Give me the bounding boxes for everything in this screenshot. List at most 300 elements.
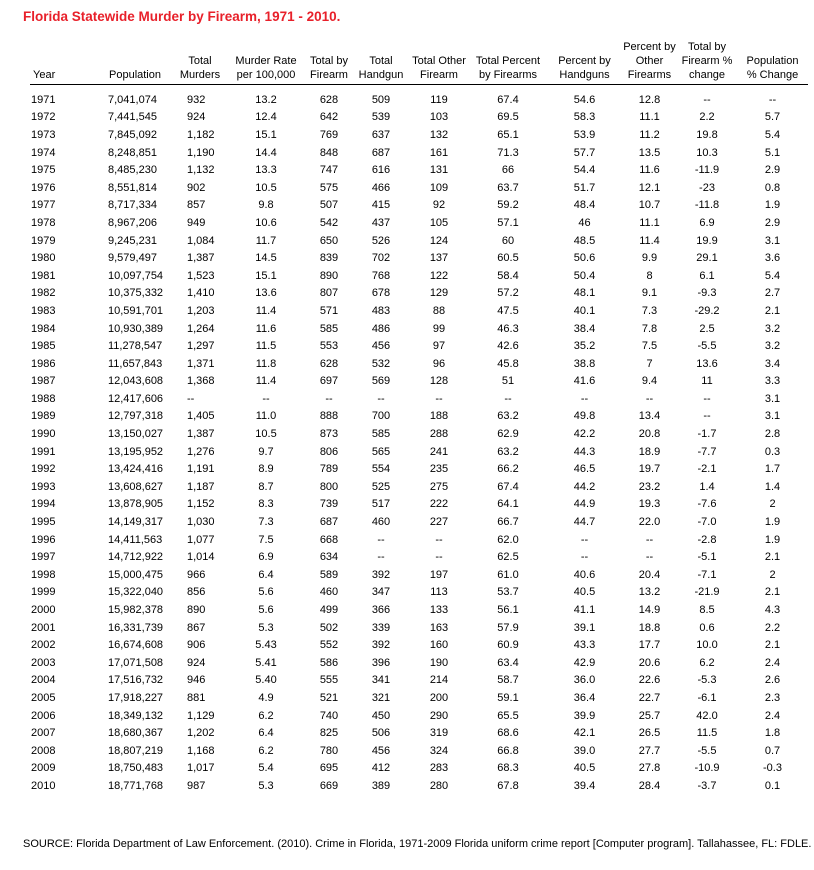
table-row <box>30 390 808 408</box>
cell-year: 2003 <box>31 656 56 669</box>
cell-year: 1972 <box>31 111 56 124</box>
cell-population-percent-change: 2 <box>769 568 776 581</box>
cell-population-percent-change: -0.3 <box>763 762 782 775</box>
cell-murder-rate: 11.5 <box>255 340 277 353</box>
cell-murder-rate: 15.1 <box>255 269 277 282</box>
cell-murder-rate: 5.40 <box>255 674 277 687</box>
cell-total-by-firearm: 634 <box>319 551 339 564</box>
cell-total-other-firearm: 96 <box>432 357 446 370</box>
table-row <box>30 144 808 162</box>
cell-percent-other-firearms: 8 <box>646 269 653 282</box>
cell-total-other-firearm: 163 <box>429 621 449 634</box>
cell-murder-rate: 11.7 <box>255 234 277 247</box>
cell-year: 1995 <box>31 516 56 529</box>
cell-year: 1994 <box>31 498 56 511</box>
cell-murder-rate: 9.8 <box>258 199 274 212</box>
cell-murder-rate: 6.9 <box>258 551 274 564</box>
cell-murder-rate: 11.6 <box>255 322 277 335</box>
cell-population: 7,441,545 <box>108 111 157 124</box>
cell-population: 8,248,851 <box>108 146 157 159</box>
cell-year: 1983 <box>31 304 56 317</box>
cell-total-handgun: 396 <box>371 656 391 669</box>
cell-total-handgun: 509 <box>371 93 391 106</box>
cell-percent-other-firearms: 27.7 <box>638 744 661 757</box>
cell-total-other-firearm: 188 <box>429 410 449 423</box>
cell-percent-by-firearms: 66 <box>501 164 515 177</box>
cell-total-murders: 946 <box>187 674 206 687</box>
cell-total-other-firearm: 109 <box>429 181 449 194</box>
cell-population-percent-change: 1.7 <box>764 463 781 476</box>
cell-total-by-firearm: 873 <box>319 428 339 441</box>
cell-murder-rate: 11.0 <box>255 410 277 423</box>
cell-total-by-firearm: 848 <box>319 146 339 159</box>
cell-population-percent-change: 5.4 <box>764 128 781 141</box>
table-row <box>30 478 808 496</box>
table-row <box>30 425 808 443</box>
cell-percent-other-firearms: 11.4 <box>639 234 660 247</box>
cell-total-handgun: 585 <box>371 428 391 441</box>
cell-population-percent-change: 1.9 <box>764 533 781 546</box>
cell-percent-other-firearms: 14.9 <box>638 604 661 617</box>
cell-percent-other-firearms: 7.5 <box>641 340 658 353</box>
cell-percent-by-firearms: 66.2 <box>497 463 519 476</box>
cell-total-murders: 1,387 <box>187 428 215 441</box>
cell-population: 18,750,483 <box>108 762 164 775</box>
table-row <box>30 408 808 426</box>
cell-total-handgun: 412 <box>371 762 391 775</box>
cell-total-murders: 1,077 <box>187 533 215 546</box>
cell-year: 2002 <box>31 639 56 652</box>
cell-year: 1991 <box>31 445 56 458</box>
cell-population: 9,579,497 <box>108 252 157 265</box>
cell-murder-rate: -- <box>262 392 270 405</box>
cell-percent-by-firearms: 61.0 <box>497 568 519 581</box>
cell-population: 17,918,227 <box>108 691 164 704</box>
cell-murder-rate: 5.3 <box>258 621 274 634</box>
cell-murder-rate: 13.6 <box>255 287 277 300</box>
cell-percent-by-firearms: 58.7 <box>497 674 519 687</box>
cell-firearm-percent-change: 2.5 <box>699 322 715 335</box>
cell-percent-by-firearms: -- <box>504 392 512 405</box>
cell-population: 16,674,608 <box>108 639 164 652</box>
cell-total-murders: 1,203 <box>187 304 215 317</box>
table-row <box>30 742 808 760</box>
cell-total-other-firearm: 275 <box>429 480 449 493</box>
cell-percent-handguns: 41.6 <box>573 375 596 388</box>
cell-firearm-percent-change: -- <box>703 93 711 106</box>
column-header-population-change: Population % Change <box>737 40 808 85</box>
cell-firearm-percent-change: -3.7 <box>697 779 717 792</box>
cell-population: 12,417,606 <box>108 392 164 405</box>
cell-total-by-firearm: 780 <box>319 744 339 757</box>
cell-population-percent-change: 0.1 <box>764 779 781 792</box>
cell-total-other-firearm: 129 <box>429 287 449 300</box>
cell-population-percent-change: 2.4 <box>764 656 781 669</box>
cell-year: 1999 <box>31 586 56 599</box>
cell-total-other-firearm: 222 <box>429 498 449 511</box>
cell-total-murders: 924 <box>187 656 206 669</box>
cell-year: 1986 <box>31 357 56 370</box>
cell-percent-other-firearms: 22.6 <box>638 674 661 687</box>
cell-percent-by-firearms: 60.9 <box>497 639 519 652</box>
cell-firearm-percent-change: -5.5 <box>697 744 717 757</box>
cell-percent-other-firearms: 17.7 <box>638 639 661 652</box>
cell-percent-other-firearms: 19.3 <box>638 498 661 511</box>
cell-firearm-percent-change: -1.7 <box>697 428 717 441</box>
cell-percent-handguns: 48.1 <box>573 287 596 300</box>
cell-total-murders: 1,132 <box>187 164 215 177</box>
cell-percent-by-firearms: 69.5 <box>497 111 519 124</box>
column-header-total-handgun: Total Handgun <box>353 40 409 85</box>
cell-total-other-firearm: 137 <box>429 252 449 265</box>
cell-firearm-percent-change: 6.1 <box>699 269 715 282</box>
table-row <box>30 584 808 602</box>
cell-percent-by-firearms: 51 <box>501 375 515 388</box>
cell-total-handgun: 460 <box>371 516 391 529</box>
cell-year: 2005 <box>31 691 56 704</box>
cell-firearm-percent-change: -9.3 <box>697 287 717 300</box>
cell-percent-handguns: 39.4 <box>573 779 596 792</box>
cell-total-murders: 1,368 <box>187 375 215 388</box>
cell-murder-rate: 5.43 <box>255 639 277 652</box>
cell-percent-by-firearms: 71.3 <box>497 146 519 159</box>
cell-year: 2009 <box>31 762 56 775</box>
cell-total-other-firearm: 161 <box>429 146 449 159</box>
cell-population: 15,000,475 <box>108 568 164 581</box>
cell-population: 14,712,922 <box>108 551 164 564</box>
cell-firearm-percent-change: -2.8 <box>697 533 717 546</box>
table-row <box>30 232 808 250</box>
cell-total-by-firearm: 502 <box>319 621 339 634</box>
cell-year: 1990 <box>31 428 56 441</box>
cell-total-murders: 1,014 <box>187 551 215 564</box>
cell-total-other-firearm: 132 <box>429 128 449 141</box>
cell-firearm-percent-change: -7.7 <box>697 445 717 458</box>
cell-total-murders: 1,084 <box>187 234 215 247</box>
table-row <box>30 548 808 566</box>
cell-firearm-percent-change: -7.1 <box>697 568 717 581</box>
cell-population-percent-change: 2.4 <box>764 709 781 722</box>
cell-total-murders: 1,371 <box>187 357 215 370</box>
cell-percent-handguns: 50.6 <box>573 252 596 265</box>
cell-total-handgun: 456 <box>371 340 391 353</box>
table-body <box>30 85 808 795</box>
cell-percent-by-firearms: 63.4 <box>497 656 519 669</box>
cell-population-percent-change: 3.4 <box>764 357 781 370</box>
cell-percent-by-firearms: 65.1 <box>497 128 519 141</box>
cell-total-by-firearm: 697 <box>319 375 339 388</box>
cell-total-by-firearm: 695 <box>319 762 339 775</box>
table-row <box>30 707 808 725</box>
cell-total-other-firearm: 133 <box>429 604 449 617</box>
cell-percent-handguns: -- <box>580 551 589 564</box>
cell-population: 10,930,389 <box>108 322 164 335</box>
cell-total-handgun: 347 <box>371 586 391 599</box>
cell-percent-by-firearms: 63.2 <box>497 410 519 423</box>
cell-year: 1998 <box>31 568 56 581</box>
cell-population-percent-change: 0.3 <box>764 445 781 458</box>
cell-percent-by-firearms: 56.1 <box>497 604 519 617</box>
cell-murder-rate: 14.5 <box>255 252 277 265</box>
table-row <box>30 531 808 549</box>
cell-percent-other-firearms: 25.7 <box>638 709 661 722</box>
cell-population: 15,982,378 <box>108 604 164 617</box>
cell-population: 13,424,416 <box>108 463 164 476</box>
cell-percent-by-firearms: 62.9 <box>497 428 519 441</box>
cell-percent-handguns: 40.1 <box>573 304 596 317</box>
cell-population: 18,771,768 <box>108 779 164 792</box>
cell-total-by-firearm: 789 <box>319 463 339 476</box>
cell-total-handgun: 526 <box>371 234 391 247</box>
cell-total-other-firearm: 319 <box>429 727 449 740</box>
cell-percent-handguns: -- <box>580 533 589 546</box>
cell-percent-by-firearms: 66.8 <box>497 744 519 757</box>
cell-total-murders: 1,202 <box>187 727 215 740</box>
cell-total-handgun: 702 <box>371 252 391 265</box>
cell-percent-other-firearms: 12.8 <box>638 93 661 106</box>
cell-population: 12,043,608 <box>108 375 164 388</box>
cell-total-handgun: 678 <box>371 287 391 300</box>
table-row <box>30 337 808 355</box>
cell-percent-other-firearms: 7.3 <box>641 304 658 317</box>
cell-total-handgun: 768 <box>371 269 391 282</box>
cell-population-percent-change: 3.6 <box>764 252 781 265</box>
cell-total-other-firearm: -- <box>435 392 443 405</box>
cell-murder-rate: 11.4 <box>255 375 277 388</box>
cell-total-other-firearm: 97 <box>432 340 446 353</box>
table-row <box>30 777 808 795</box>
cell-murder-rate: 10.5 <box>255 181 277 194</box>
cell-percent-handguns: 42.2 <box>573 428 596 441</box>
cell-percent-handguns: 54.4 <box>573 164 596 177</box>
cell-total-handgun: 466 <box>371 181 391 194</box>
cell-total-by-firearm: 839 <box>319 252 339 265</box>
cell-year: 1973 <box>31 128 56 141</box>
cell-population: 9,245,231 <box>108 234 157 247</box>
cell-total-handgun: 687 <box>371 146 391 159</box>
cell-total-handgun: 616 <box>371 164 391 177</box>
cell-total-murders: 856 <box>187 586 206 599</box>
cell-population-percent-change: 3.3 <box>764 375 781 388</box>
cell-total-by-firearm: 585 <box>319 322 339 335</box>
cell-total-other-firearm: 227 <box>429 516 449 529</box>
cell-firearm-percent-change: 11.5 <box>696 727 718 740</box>
cell-year: 1981 <box>31 269 56 282</box>
cell-percent-other-firearms: 23.2 <box>638 480 661 493</box>
cell-population: 7,041,074 <box>108 93 157 106</box>
table-row <box>30 566 808 584</box>
cell-percent-handguns: 48.4 <box>573 199 596 212</box>
cell-total-by-firearm: 747 <box>319 164 339 177</box>
cell-population: 18,349,132 <box>108 709 164 722</box>
table-row <box>30 373 808 391</box>
table-row <box>30 85 808 109</box>
cell-total-other-firearm: 200 <box>429 691 449 704</box>
cell-total-by-firearm: 552 <box>319 639 339 652</box>
cell-murder-rate: 4.9 <box>258 691 274 704</box>
cell-total-by-firearm: 542 <box>319 216 339 229</box>
cell-total-other-firearm: 113 <box>430 586 448 599</box>
cell-population: 15,322,040 <box>108 586 164 599</box>
cell-total-murders: 902 <box>187 181 206 194</box>
cell-total-by-firearm: 807 <box>319 287 339 300</box>
cell-percent-other-firearms: 10.7 <box>638 199 661 212</box>
cell-murder-rate: 5.3 <box>258 779 274 792</box>
cell-percent-by-firearms: 67.8 <box>497 779 519 792</box>
cell-firearm-percent-change: -6.1 <box>697 691 717 704</box>
cell-percent-other-firearms: 22.7 <box>638 691 661 704</box>
cell-percent-other-firearms: 13.2 <box>638 586 661 599</box>
cell-year: 1997 <box>31 551 56 564</box>
table-row <box>30 724 808 742</box>
column-header-year: Year <box>30 40 77 85</box>
cell-total-other-firearm: 241 <box>429 445 449 458</box>
cell-total-handgun: 389 <box>371 779 391 792</box>
cell-population-percent-change: 2.2 <box>764 621 781 634</box>
cell-population-percent-change: -- <box>768 93 777 106</box>
column-header-total-murders: Total Murders <box>173 40 227 85</box>
table-row <box>30 513 808 531</box>
cell-firearm-percent-change: -5.5 <box>697 340 717 353</box>
cell-year: 1979 <box>31 234 56 247</box>
cell-percent-other-firearms: 18.8 <box>638 621 661 634</box>
cell-total-by-firearm: -- <box>325 392 333 405</box>
cell-population: 14,411,563 <box>108 533 163 546</box>
cell-percent-by-firearms: 57.1 <box>497 216 519 229</box>
cell-total-handgun: 532 <box>371 357 391 370</box>
cell-percent-by-firearms: 68.3 <box>497 762 519 775</box>
cell-percent-by-firearms: 45.8 <box>497 357 519 370</box>
cell-year: 1992 <box>31 463 56 476</box>
cell-percent-handguns: 46 <box>578 216 591 229</box>
cell-total-by-firearm: 628 <box>319 93 339 106</box>
cell-total-murders: 966 <box>187 568 206 581</box>
cell-population: 11,278,547 <box>108 340 163 353</box>
cell-population-percent-change: 5.1 <box>764 146 781 159</box>
table-row <box>30 460 808 478</box>
cell-percent-handguns: 57.7 <box>573 146 596 159</box>
cell-firearm-percent-change: 1.4 <box>699 480 715 493</box>
cell-total-other-firearm: 99 <box>432 322 446 335</box>
cell-total-murders: 1,030 <box>187 516 215 529</box>
cell-total-murders: 867 <box>187 621 206 634</box>
cell-percent-handguns: 53.9 <box>573 128 596 141</box>
cell-year: 1976 <box>31 181 56 194</box>
cell-murder-rate: 7.3 <box>258 516 274 529</box>
cell-population-percent-change: 2 <box>769 498 776 511</box>
cell-firearm-percent-change: 6.2 <box>699 656 715 669</box>
cell-percent-handguns: 43.3 <box>573 639 596 652</box>
cell-percent-by-firearms: 63.2 <box>497 445 519 458</box>
cell-population-percent-change: 4.3 <box>764 604 781 617</box>
cell-percent-by-firearms: 47.5 <box>497 304 519 317</box>
cell-percent-other-firearms: 13.4 <box>638 410 661 423</box>
cell-population: 13,878,905 <box>108 498 164 511</box>
cell-murder-rate: 13.2 <box>255 93 277 106</box>
cell-percent-other-firearms: 20.4 <box>638 568 661 581</box>
cell-total-murders: 906 <box>187 639 206 652</box>
column-header-percent-handguns: Percent by Handguns <box>547 40 622 85</box>
cell-population-percent-change: 2.6 <box>764 674 781 687</box>
cell-population: 18,807,219 <box>108 744 164 757</box>
cell-year: 1980 <box>31 252 56 265</box>
cell-total-other-firearm: 288 <box>429 428 449 441</box>
cell-population: 13,608,627 <box>108 480 164 493</box>
cell-total-handgun: 700 <box>371 410 391 423</box>
cell-total-murders: 1,168 <box>187 744 215 757</box>
cell-percent-other-firearms: 11.1 <box>639 216 660 229</box>
cell-population-percent-change: 1.9 <box>764 199 781 212</box>
cell-percent-by-firearms: 57.2 <box>497 287 519 300</box>
cell-total-murders: 1,190 <box>187 146 215 159</box>
cell-percent-by-firearms: 60.5 <box>497 252 519 265</box>
table-row <box>30 601 808 619</box>
cell-total-handgun: 437 <box>371 216 391 229</box>
cell-total-by-firearm: 800 <box>319 480 339 493</box>
cell-total-other-firearm: 92 <box>432 199 446 212</box>
cell-total-murders: 1,152 <box>187 498 215 511</box>
cell-total-handgun: 525 <box>371 480 391 493</box>
table-row <box>30 320 808 338</box>
cell-firearm-percent-change: 6.9 <box>699 216 715 229</box>
cell-percent-handguns: 48.5 <box>573 234 596 247</box>
cell-percent-handguns: 35.2 <box>573 340 596 353</box>
cell-year: 2000 <box>31 604 56 617</box>
table-row <box>30 249 808 267</box>
cell-percent-other-firearms: 12.1 <box>638 181 661 194</box>
table-row <box>30 302 808 320</box>
cell-total-handgun: 392 <box>371 639 391 652</box>
cell-year: 1978 <box>31 216 56 229</box>
cell-total-by-firearm: 555 <box>319 674 339 687</box>
cell-total-other-firearm: 280 <box>429 779 449 792</box>
table-row <box>30 197 808 215</box>
cell-murder-rate: 6.2 <box>258 744 274 757</box>
cell-firearm-percent-change: 8.5 <box>699 604 715 617</box>
cell-total-by-firearm: 586 <box>319 656 339 669</box>
cell-total-handgun: -- <box>377 533 385 546</box>
cell-percent-by-firearms: 65.5 <box>497 709 519 722</box>
cell-year: 1988 <box>31 392 56 405</box>
cell-percent-by-firearms: 62.5 <box>497 551 519 564</box>
cell-percent-handguns: 36.0 <box>573 674 596 687</box>
cell-percent-handguns: 40.6 <box>573 568 596 581</box>
cell-firearm-percent-change: 10.3 <box>696 146 718 159</box>
column-header-total-percent-firearms: Total Percent by Firearms <box>469 40 547 85</box>
cell-percent-other-firearms: 7 <box>646 357 653 370</box>
cell-percent-other-firearms: 18.9 <box>638 445 661 458</box>
cell-total-other-firearm: 214 <box>429 674 449 687</box>
table-row <box>30 126 808 144</box>
table-row <box>30 689 808 707</box>
cell-population-percent-change: 2.9 <box>764 216 781 229</box>
cell-percent-other-firearms: 9.9 <box>641 252 658 265</box>
cell-murder-rate: 5.6 <box>258 586 274 599</box>
cell-percent-other-firearms: -- <box>645 551 654 564</box>
cell-total-by-firearm: 825 <box>319 727 339 740</box>
cell-percent-by-firearms: 66.7 <box>497 516 519 529</box>
cell-percent-handguns: 41.1 <box>573 604 596 617</box>
cell-total-by-firearm: 507 <box>319 199 339 212</box>
cell-murder-rate: 9.7 <box>258 445 274 458</box>
cell-total-by-firearm: 669 <box>319 779 339 792</box>
cell-population-percent-change: 3.1 <box>764 392 781 405</box>
cell-total-handgun: 339 <box>371 621 391 634</box>
cell-population: 13,150,027 <box>108 428 164 441</box>
cell-percent-handguns: 50.4 <box>573 269 596 282</box>
cell-total-handgun: 415 <box>371 199 391 212</box>
table-row <box>30 443 808 461</box>
